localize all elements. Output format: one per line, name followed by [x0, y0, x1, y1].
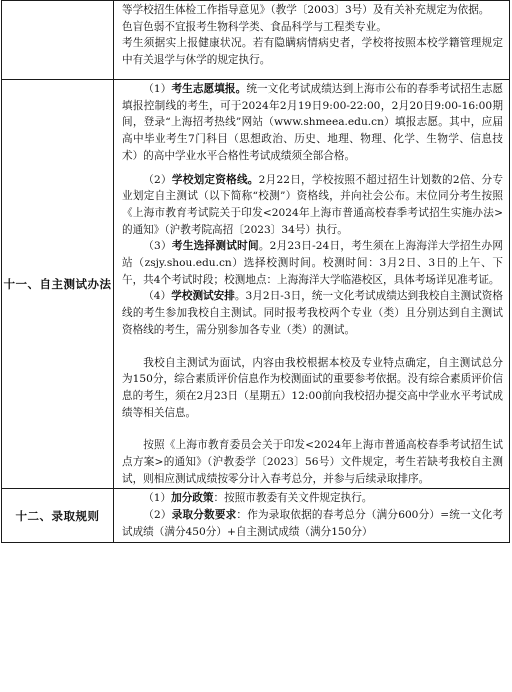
section-label-cell [2, 489, 114, 542]
table-row [2, 489, 510, 542]
item-text: 2月22日，学校按照不超过招生计划数的2倍、分专业划定自主测试（以下简称“校测”）资格线，并向社会公布。末位同分考生按照《上海市教育考试院关于印发<2024年上海市普通高校春季考试招生实施办法>的通知》（沪教考院高招〔2023〕34号）执行。 [122, 173, 503, 236]
list-item [122, 238, 503, 288]
item-text: 。3月2日-3日，统一文化考试成绩达到我校自主测试资格线的考生参加我校自主测试。同时报考我校两个专业（类）且分别达到自主测试资格线的考生，需分别参加各专业（类）的测试。 [122, 290, 503, 336]
section-content-cell [114, 80, 510, 489]
item-number: （4） [143, 290, 172, 303]
list-item [122, 172, 503, 239]
text-line: 色盲色弱不宜报考生物科学类、食品科学与工程类专业。 [122, 20, 387, 33]
list-item [122, 81, 503, 165]
section-label: 十一、自主测试办法 [3, 277, 112, 292]
item-title: 考生选择测试时间 [171, 240, 259, 253]
item-number: （1） [143, 83, 172, 95]
paragraph: 按照《上海市教育委员会关于印发<2024年上海市普通高校春季考试招生试点方案>的通知》（沪教委学〔2023〕56号）文件规定，考生若缺考我校自主测试，则相应测试成绩按零分计入春考总分，并参与后续录取排序。 [122, 439, 503, 485]
list-item [122, 490, 503, 507]
item-text: ：按照市教委有关文件规定执行。 [213, 492, 373, 505]
text-line: 等学校招生体检工作指导意见》（教学〔2003〕3号）及有关补充规定为依据。 [122, 4, 490, 16]
section-label: 十二、录取规则 [15, 508, 100, 523]
empty-label-cell [2, 1, 114, 80]
text-line: 考生须据实上报健康状况。若有隐瞒病情病史者，学校将按照本校学籍管理规定中有关退学与休学的规定执行。 [122, 37, 503, 67]
item-text: ：作为录取依据的春考总分（满分600分）=统一文化考试成绩（满分450分）+自主测试成绩（满分150分） [122, 509, 503, 538]
item-title: 录取分数要求 [171, 509, 237, 522]
item-title: 学校测试安排 [171, 290, 235, 303]
item-text: 统一文化考试成绩达到上海市公布的春季考试招生志愿填报控制线的考生，可于2024年2月19日9:00-22:00，2月20日9:00-16:00期间，登录“上海招考热线”网站（www.shmeea.edu.cn）填报志愿。其中，应届高中毕业考生7门科目（思想政治、历史、地理、物理、化学、生物学、信息技术）的高中学业水平合格性考试成绩须全部合格。 [122, 83, 504, 162]
item-number: （2） [143, 173, 172, 186]
list-item [122, 288, 503, 338]
list-item [122, 507, 503, 540]
item-number: （3） [143, 240, 172, 253]
section-content-cell [114, 489, 510, 542]
table-row [2, 80, 510, 489]
admission-rules-table [1, 0, 510, 543]
section-label-cell [2, 80, 114, 489]
paragraph: 我校自主测试为面试，内容由我校根据本校及专业特点确定，自主测试总分为150分，综合素质评价信息作为校测面试的重要参考依据。没有综合素质评价信息的考生，须在2月23日（星期五）12:00前向我校招办提交高中学业水平考试成绩等相关信息。 [122, 356, 503, 419]
health-requirements-cell [114, 1, 510, 80]
item-text: 。2月23日-24日，考生须在上海海洋大学招生办网站（zsjy.shou.edu.cn）选择校测时间。校测时间：3月2日、3日的上午、下午，共4个考试时段；校测地点：上海海洋大学临港校区，具体考场详见准考证。 [122, 240, 503, 286]
item-number: （1） [143, 492, 172, 505]
item-title: 加分政策 [171, 492, 214, 505]
item-number: （2） [143, 509, 172, 522]
table-row [2, 1, 510, 80]
item-title: 考生志愿填报。 [171, 83, 247, 95]
item-title: 学校划定资格线。 [171, 173, 259, 186]
